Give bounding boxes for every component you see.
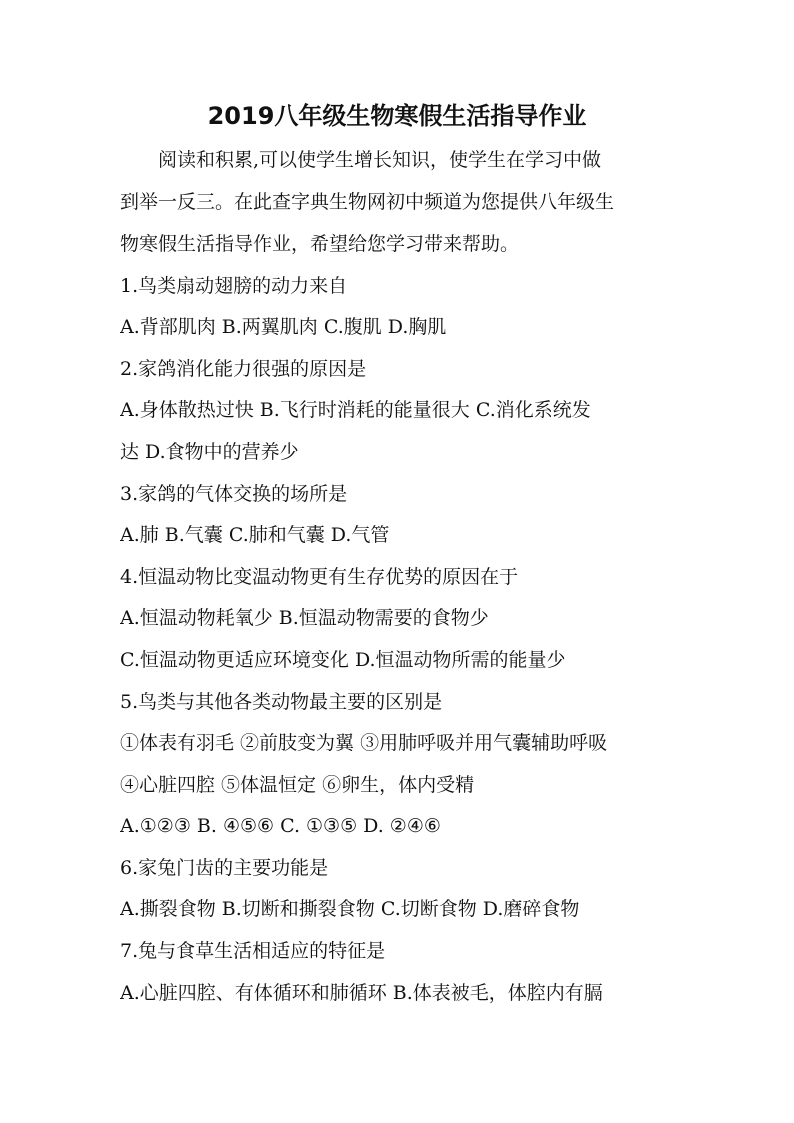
answer-line: A.背部肌肉 B.两翼肌肉 C.腹肌 D.胸肌 — [120, 316, 447, 338]
question-line: 3.家鸽的气体交换的场所是 — [120, 483, 348, 505]
question-line: 7.兔与食草生活相适应的特征是 — [120, 940, 386, 962]
document-title: 2019八年级生物寒假生活指导作业 — [207, 102, 587, 130]
question-line: 1.鸟类扇动翅膀的动力来自 — [120, 275, 348, 297]
answer-line: A.心脏四腔、有体循环和肺循环 B.体表被毛，体腔内有膈 — [120, 982, 603, 1004]
question-line: 6.家兔门齿的主要功能是 — [120, 857, 329, 879]
intro-line: 物寒假生活指导作业，希望给您学习带来帮助。 — [120, 233, 520, 255]
answer-line: A.①②③ B. ④⑤⑥ C. ①③⑤ D. ②④⑥ — [120, 815, 441, 837]
option-line: ①体表有羽毛 ②前肢变为翼 ③用肺呼吸并用气囊辅助呼吸 — [120, 732, 608, 754]
answer-line: A.恒温动物耗氧少 B.恒温动物需要的食物少 — [120, 607, 489, 629]
answer-line: C.恒温动物更适应环境变化 D.恒温动物所需的能量少 — [120, 649, 566, 671]
question-line: 2.家鸽消化能力很强的原因是 — [120, 358, 367, 380]
answer-line: A.肺 B.气囊 C.肺和气囊 D.气管 — [120, 524, 390, 546]
answer-line: 达 D.食物中的营养少 — [120, 441, 299, 463]
option-line: ④心脏四腔 ⑤体温恒定 ⑥卵生，体内受精 — [120, 774, 475, 796]
answer-line: A.撕裂食物 B.切断和撕裂食物 C.切断食物 D.磨碎食物 — [120, 898, 580, 920]
answer-line: A.身体散热过快 B.飞行时消耗的能量很大 C.消化系统发 — [120, 399, 591, 421]
question-line: 4.恒温动物比变温动物更有生存优势的原因在于 — [120, 566, 519, 588]
question-line: 5.鸟类与其他各类动物最主要的区别是 — [120, 691, 443, 713]
intro-line: 到举一反三。在此查字典生物网初中频道为您提供八年级生 — [120, 191, 615, 213]
intro-line: 阅读和积累,可以使学生增长知识，使学生在学习中做 — [158, 149, 602, 171]
